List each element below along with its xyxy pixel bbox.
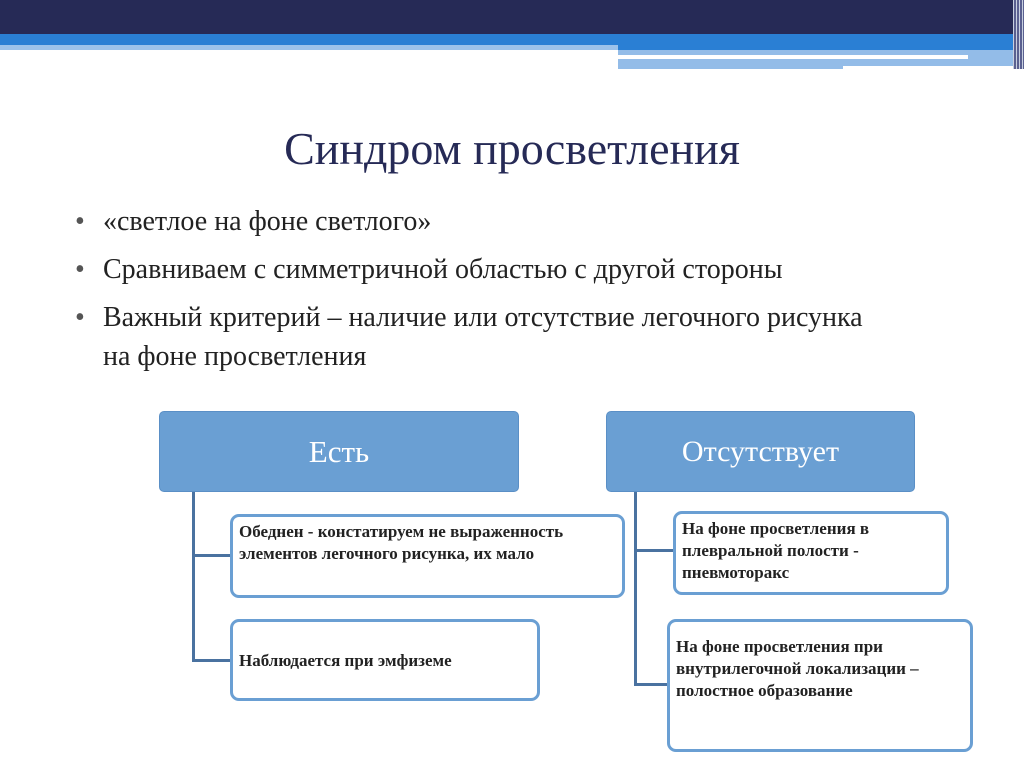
node-emphysema: Наблюдается при эмфиземе [230, 619, 540, 701]
connector-line [192, 659, 232, 662]
bullet-item [75, 250, 875, 289]
bullet-list [75, 202, 875, 385]
slide-title: Синдром просветления [284, 123, 740, 174]
node-cavity: На фоне просветления при внутрилегочной локализации – полостное образование [667, 619, 973, 752]
bullet-icon: • [75, 254, 85, 285]
header-accent [618, 55, 968, 59]
node-present: Есть [160, 412, 518, 491]
header-band-dark [0, 0, 1024, 34]
bullet-icon: • [75, 302, 85, 333]
connector-line [634, 491, 637, 686]
header-accent [843, 66, 1023, 70]
connector-line [192, 491, 195, 662]
connector-line [634, 683, 669, 686]
bullet-text: «светлое на фоне светлого» [103, 206, 432, 237]
connector-line [634, 549, 675, 552]
bullet-text: Сравниваем с симметричной областью с другой стороны [103, 254, 783, 285]
bullet-item [75, 202, 875, 241]
header-stripes [1013, 0, 1024, 69]
node-absent: Отсутствует [607, 412, 914, 491]
bullet-item [75, 298, 875, 376]
header-accent [0, 45, 618, 50]
connector-line [192, 554, 232, 557]
bullet-text: Важный критерий – наличие или отсутствие легочного рисунка на фоне просветления [103, 302, 863, 372]
bullet-icon: • [75, 206, 85, 237]
node-depleted: Обеднен - констатируем не выраженность элементов легочного рисунка, их мало [230, 514, 625, 598]
node-pneumothorax: На фоне просветления в плевральной полости - пневмоторакс [673, 511, 949, 595]
